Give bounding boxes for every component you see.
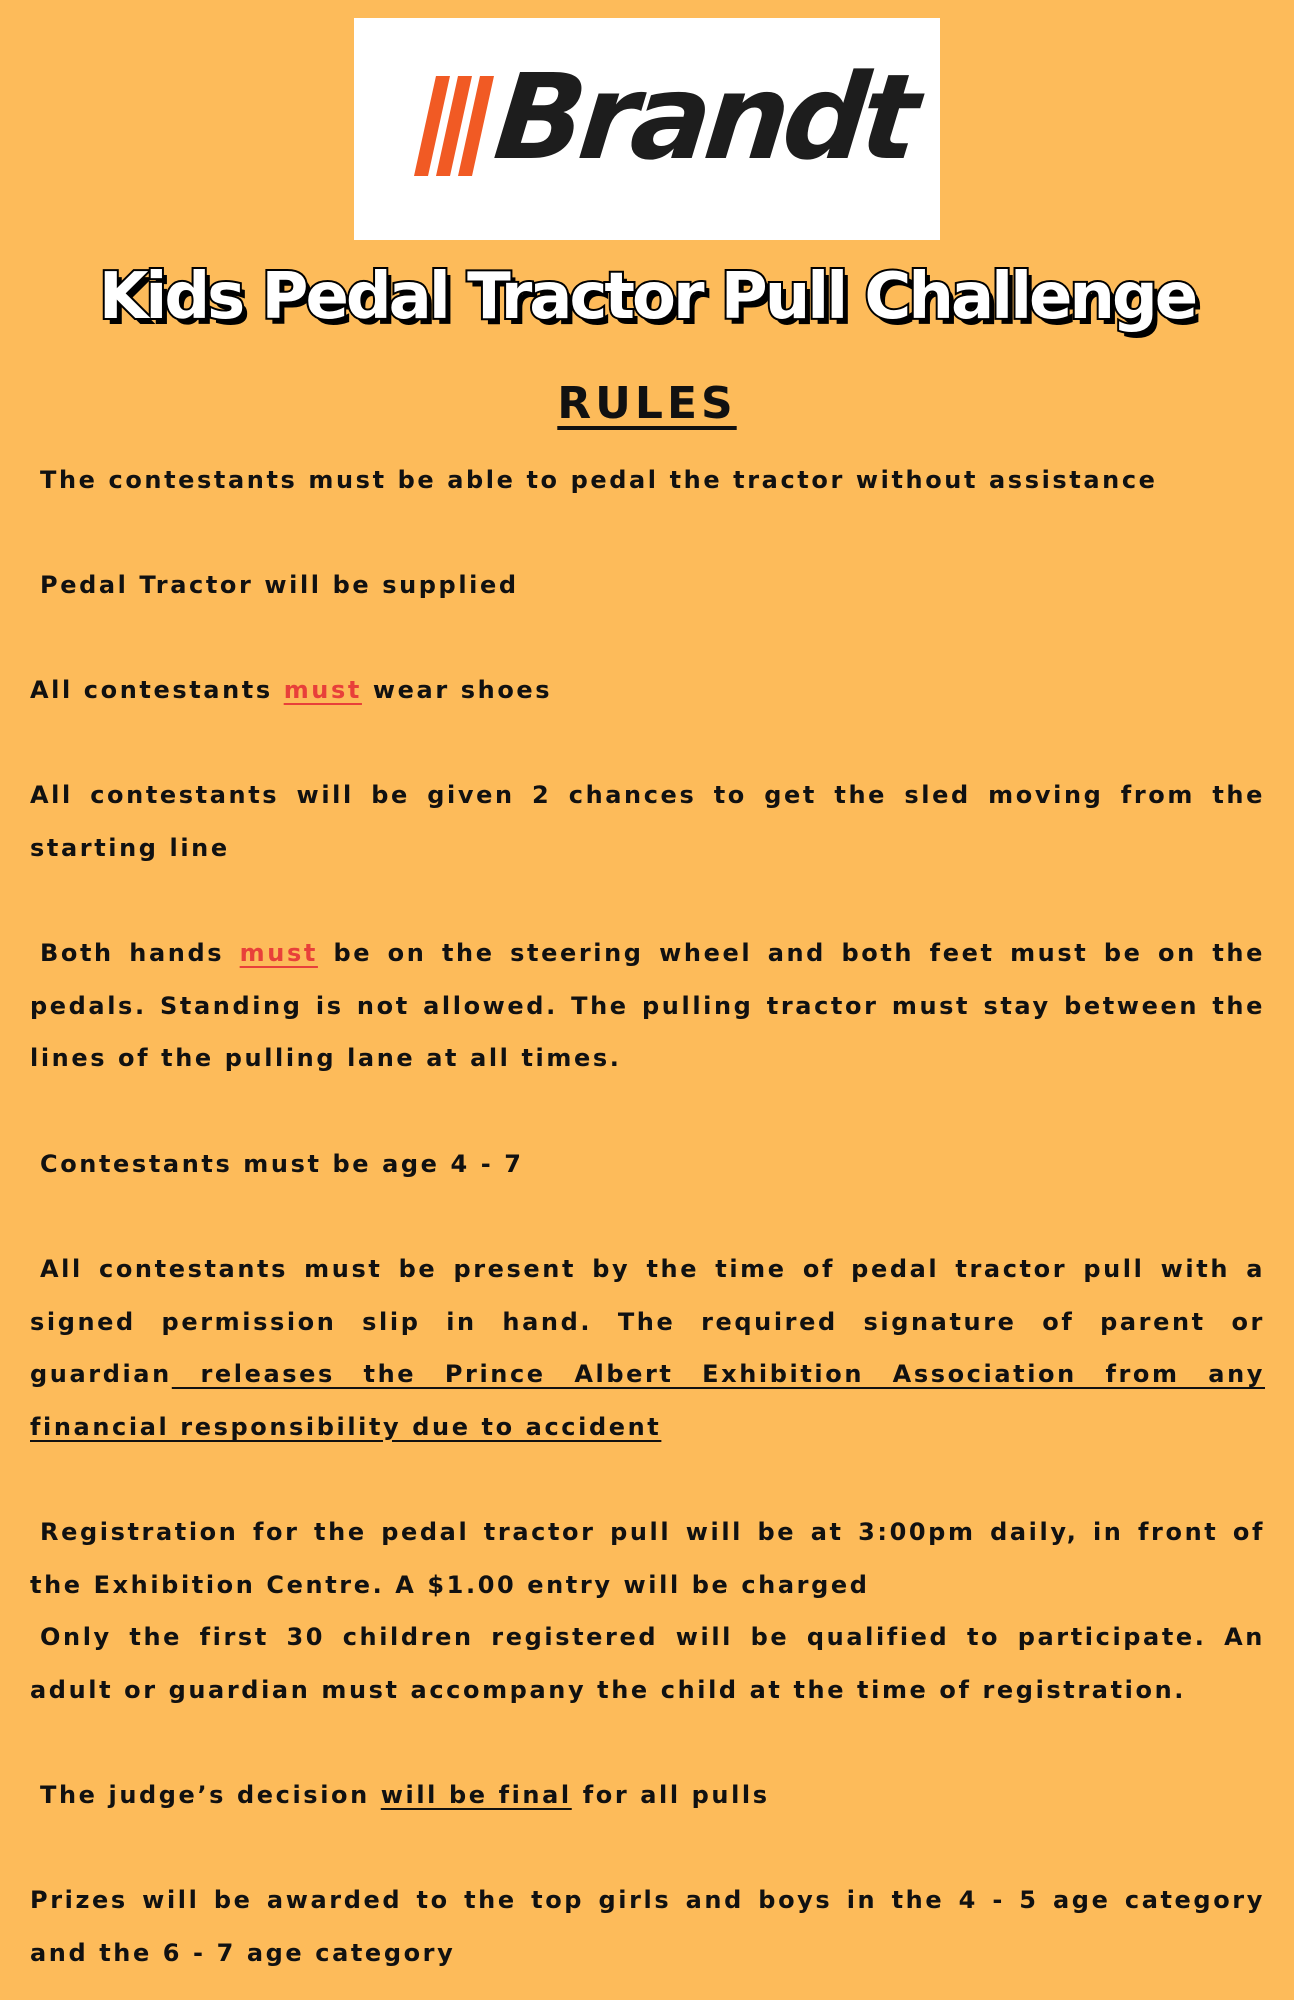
rules-heading: RULES <box>557 378 737 429</box>
logo-stripes-icon <box>414 76 494 176</box>
rule-text: Registration for the pedal tractor pull will be at 3:00pm daily, in front of the Exhibition Centre. A $1.00 entry will be charged <box>30 1518 1265 1599</box>
rule-text: All contestants <box>30 676 284 704</box>
brandt-logo <box>354 18 940 240</box>
rule-tractor-supplied: Pedal Tractor will be supplied <box>40 571 519 599</box>
logo-wordmark: Brandt <box>488 48 920 186</box>
rule-judge <box>30 1769 1275 1822</box>
rule-age: Contestants must be age 4 - 7 <box>40 1150 524 1178</box>
rule-text: wear shoes <box>361 676 553 704</box>
rule-text: All contestants must be present by the time of pedal tractor pull with a signed permission slip in hand. The required signature of parent or guardian <box>30 1255 1265 1388</box>
rule-prizes: Prizes will be awarded to the top girls and boys in the 4 - 5 age category and the 6 - 7 age category <box>30 1886 1265 1967</box>
rule-text: be on the steering wheel and both feet must be on the pedals. Standing is not allowed. The pulling tractor must stay between the lines of the pulling lane at all times. <box>30 939 1265 1072</box>
rule-text: Both hands <box>40 939 240 967</box>
rule-text: The judge’s decision <box>40 1781 381 1809</box>
rule-underlined-text: releases the Prince Albert Exhibition Association from any financial responsibility due to accident <box>30 1360 1265 1441</box>
rule-assistance: The contestants must be able to pedal the tractor without assistance <box>40 466 1158 494</box>
rule-chances: All contestants will be given 2 chances to get the sled moving from the starting line <box>30 781 1265 862</box>
emphasis-must: must <box>283 676 362 704</box>
page-title: Kids Pedal Tractor Pull Challenge <box>98 260 1196 334</box>
rule-registration <box>30 1506 1265 1716</box>
rule-hands-feet <box>30 927 1265 1085</box>
rule-text: for all pulls <box>571 1781 770 1809</box>
rule-underlined-text: will be final <box>380 1781 572 1809</box>
rule-text: Only the first 30 children registered will be qualified to participate. An adult or guardian must accompany the child at the time of registration. <box>30 1623 1265 1704</box>
rule-shoes <box>30 664 1265 717</box>
emphasis-must: must <box>239 939 318 967</box>
rule-permission-slip <box>30 1243 1265 1453</box>
